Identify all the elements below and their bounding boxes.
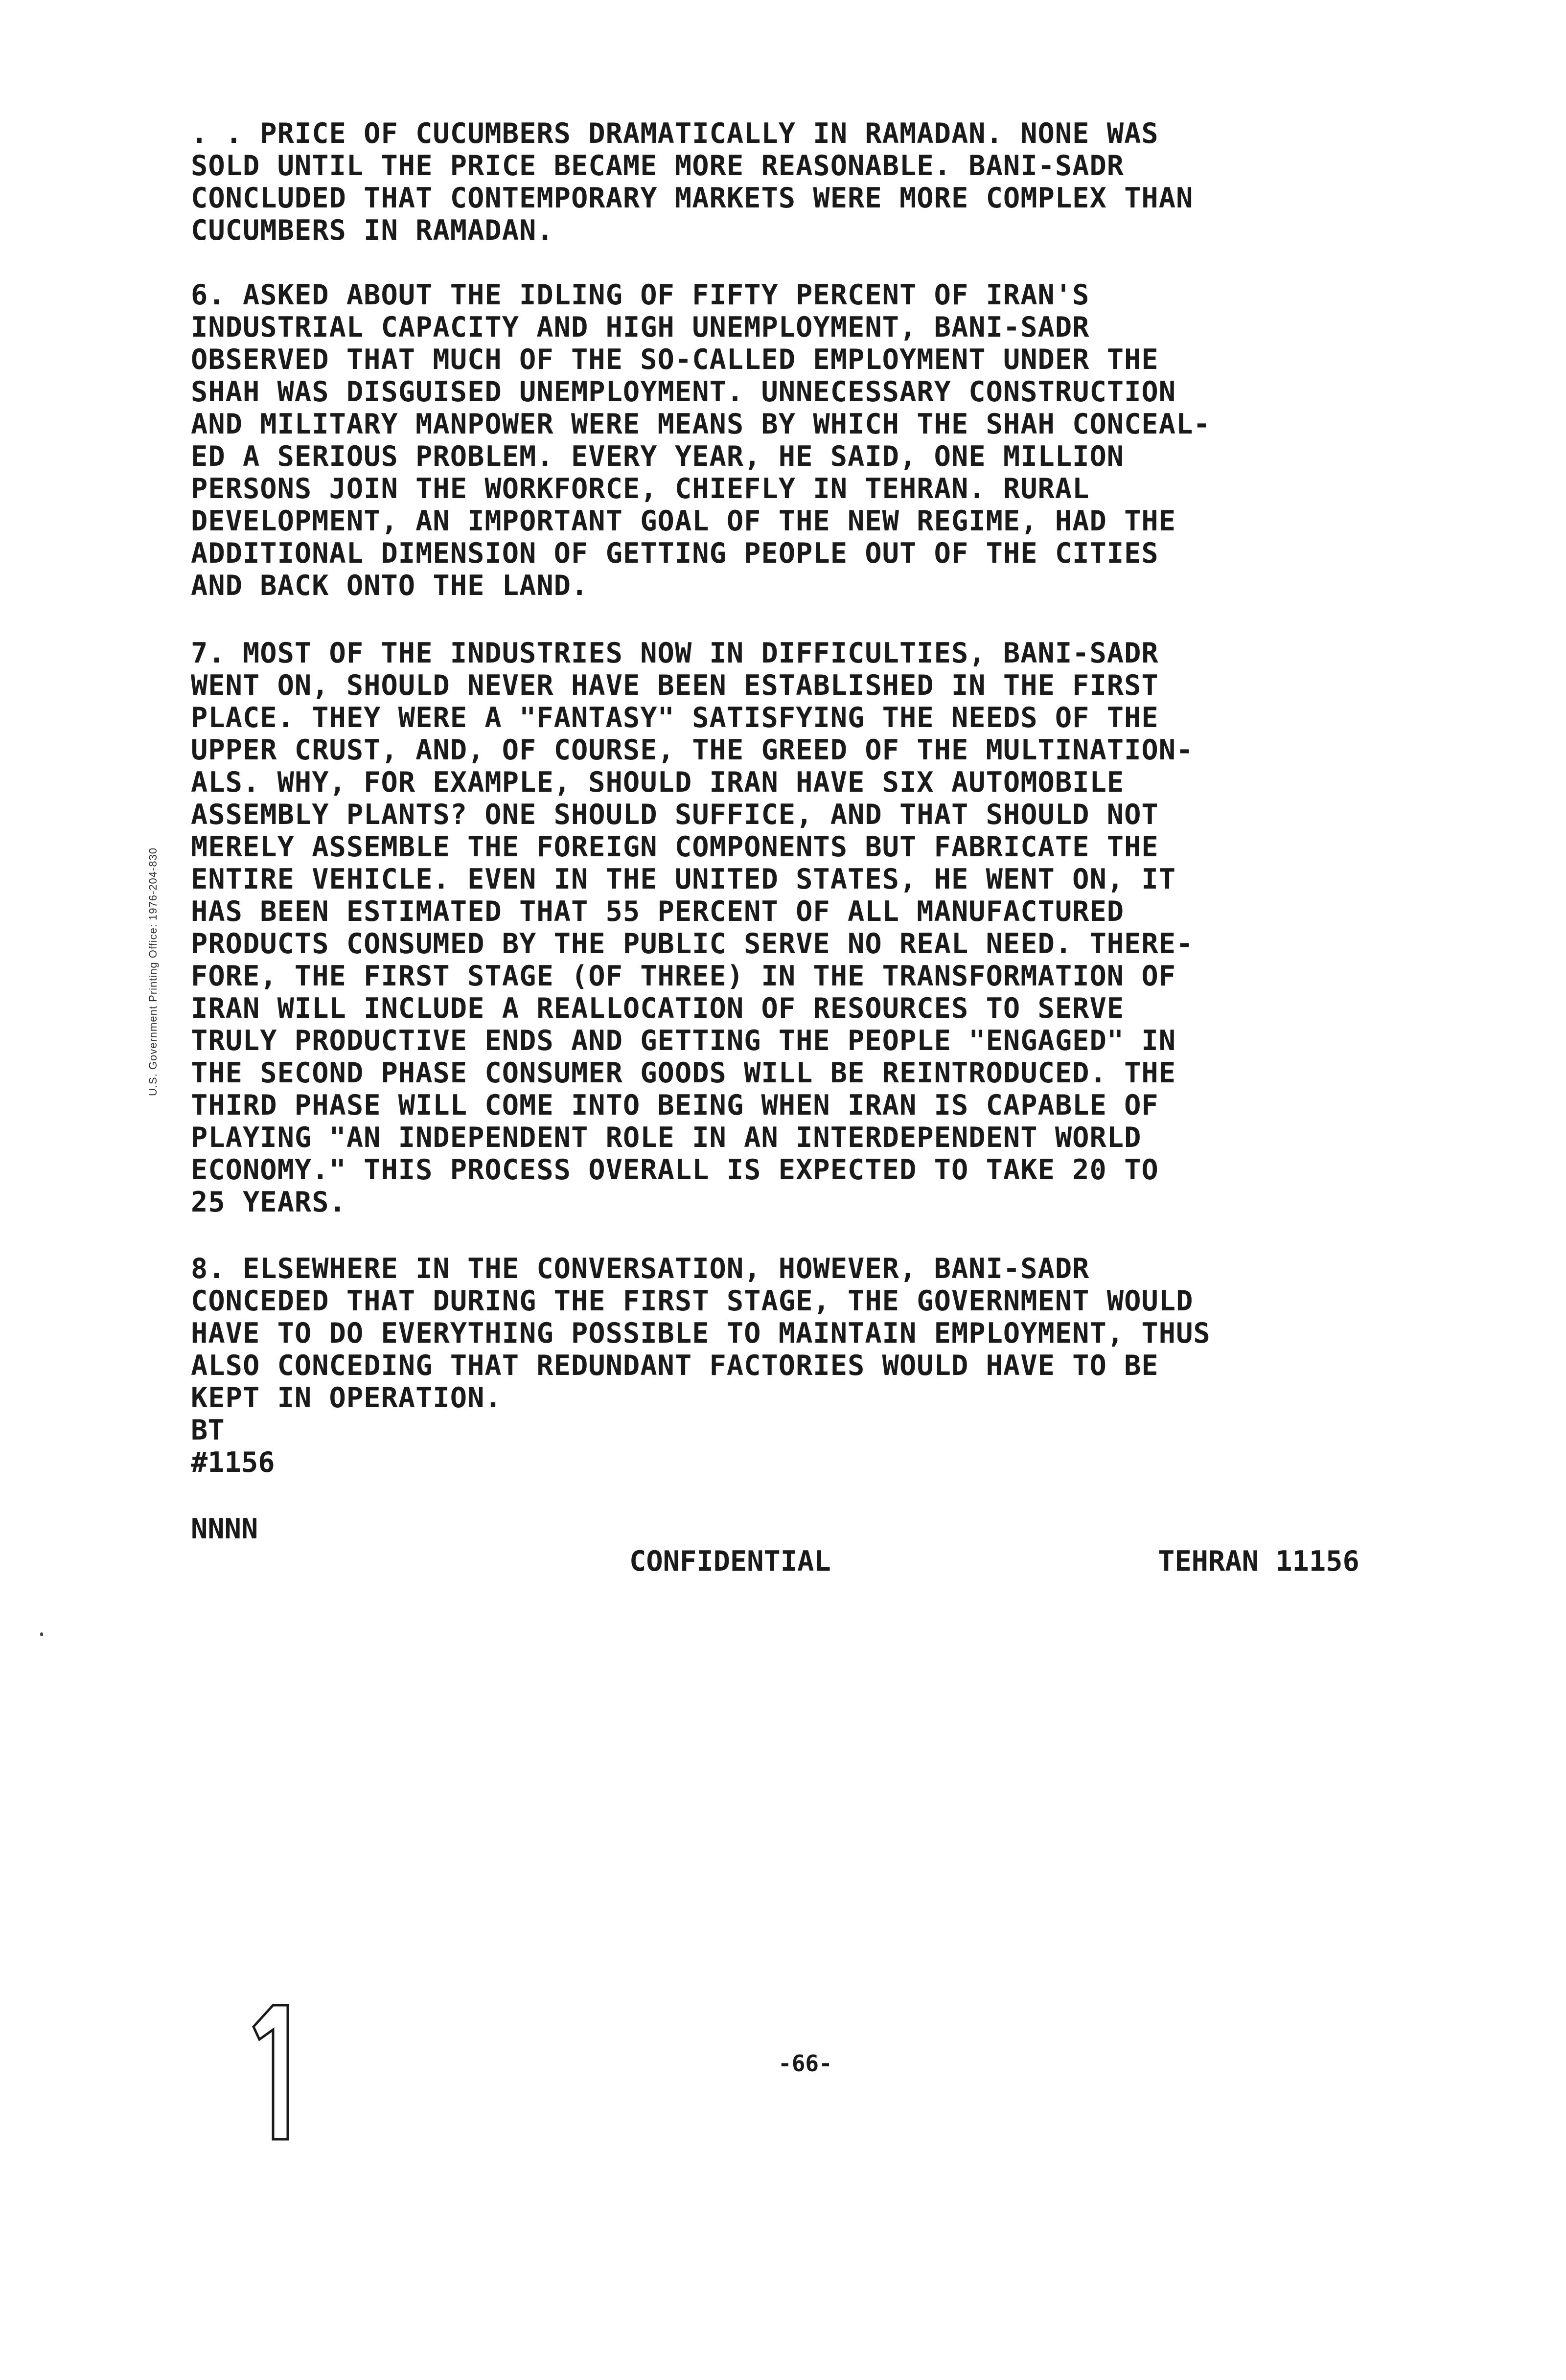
text-line: MERELY ASSEMBLE THE FOREIGN COMPONENTS BUT FABRICATE THE (191, 831, 1159, 863)
text-line: PLAYING "AN INDEPENDENT ROLE IN AN INTERDEPENDENT WORLD (191, 1121, 1142, 1154)
text-line: UPPER CRUST, AND, OF COURSE, THE GREED OF THE MULTINATION- (191, 734, 1194, 766)
text-line: HAVE TO DO EVERYTHING POSSIBLE TO MAINTAIN EMPLOYMENT, THUS (191, 1317, 1211, 1350)
classification-label: CONFIDENTIAL (629, 1545, 831, 1578)
text-line: 7. MOST OF THE INDUSTRIES NOW IN DIFFICULTIES, BANI-SADR (191, 637, 1159, 669)
paragraph-8 (191, 1253, 1356, 1414)
imprint-text: U.S. Government Printing Office: 1976-204-830 (147, 847, 159, 1096)
end-marker: BT (191, 1414, 225, 1446)
text-line: ALSO CONCEDING THAT REDUNDANT FACTORIES WOULD HAVE TO BE (191, 1350, 1159, 1382)
text-line: . . PRICE OF CUCUMBERS DRAMATICALLY IN RAMADAN. NONE WAS (191, 117, 1159, 150)
text-line: ED A SERIOUS PROBLEM. EVERY YEAR, HE SAID, ONE MILLION (191, 440, 1125, 473)
text-line: 25 YEARS. (191, 1186, 346, 1218)
text-line: 8. ELSEWHERE IN THE CONVERSATION, HOWEVER, BANI-SADR (191, 1253, 1090, 1285)
text-line: KEPT IN OPERATION. (191, 1382, 502, 1414)
text-line: SHAH WAS DISGUISED UNEMPLOYMENT. UNNECESSARY CONSTRUCTION (191, 376, 1176, 408)
text-line: TRULY PRODUCTIVE ENDS AND GETTING THE PEOPLE "ENGAGED" IN (191, 1025, 1176, 1057)
message-number: #1156 (191, 1446, 275, 1479)
text-line: PERSONS JOIN THE WORKFORCE, CHIEFLY IN TEHRAN. RURAL (191, 473, 1090, 505)
text-line: IRAN WILL INCLUDE A REALLOCATION OF RESOURCES TO SERVE (191, 992, 1125, 1025)
message-reference: TEHRAN 11156 (1158, 1545, 1359, 1578)
text-line: PRODUCTS CONSUMED BY THE PUBLIC SERVE NO REAL NEED. THERE- (191, 928, 1194, 960)
text-line: ALS. WHY, FOR EXAMPLE, SHOULD IRAN HAVE SIX AUTOMOBILE (191, 766, 1125, 799)
text-line: SOLD UNTIL THE PRICE BECAME MORE REASONABLE. BANI-SADR (191, 150, 1125, 182)
paragraph-6 (191, 279, 1356, 602)
text-line: ADDITIONAL DIMENSION OF GETTING PEOPLE OUT OF THE CITIES (191, 537, 1159, 570)
text-line: PLACE. THEY WERE A "FANTASY" SATISFYING THE NEEDS OF THE (191, 702, 1159, 734)
text-line: WENT ON, SHOULD NEVER HAVE BEEN ESTABLISHED IN THE FIRST (191, 669, 1159, 702)
text-line: ECONOMY." THIS PROCESS OVERALL IS EXPECTED TO TAKE 20 TO (191, 1154, 1159, 1186)
page-count-numeral-icon (245, 2001, 299, 2143)
text-line: AND MILITARY MANPOWER WERE MEANS BY WHICH THE SHAH CONCEAL- (191, 408, 1211, 440)
page-number: -66- (778, 2050, 832, 2077)
text-line: CUCUMBERS IN RAMADAN. (191, 214, 554, 247)
nnnn-marker: NNNN (191, 1513, 258, 1545)
text-line: HAS BEEN ESTIMATED THAT 55 PERCENT OF ALL MANUFACTURED (191, 895, 1125, 928)
text-line: ASSEMBLY PLANTS? ONE SHOULD SUFFICE, AND THAT SHOULD NOT (191, 799, 1159, 831)
text-line: THIRD PHASE WILL COME INTO BEING WHEN IRAN IS CAPABLE OF (191, 1089, 1159, 1121)
text-line: CONCLUDED THAT CONTEMPORARY MARKETS WERE MORE COMPLEX THAN (191, 182, 1194, 214)
opening-paragraph (191, 117, 1356, 247)
text-line: FORE, THE FIRST STAGE (OF THREE) IN THE TRANSFORMATION OF (191, 960, 1176, 992)
text-line: OBSERVED THAT MUCH OF THE SO-CALLED EMPLOYMENT UNDER THE (191, 343, 1159, 376)
text-line: DEVELOPMENT, AN IMPORTANT GOAL OF THE NEW REGIME, HAD THE (191, 505, 1176, 537)
text-line: INDUSTRIAL CAPACITY AND HIGH UNEMPLOYMENT, BANI-SADR (191, 311, 1090, 343)
scan-speck (40, 1632, 43, 1636)
text-line: THE SECOND PHASE CONSUMER GOODS WILL BE REINTRODUCED. THE (191, 1057, 1176, 1089)
text-line: AND BACK ONTO THE LAND. (191, 570, 589, 602)
text-line: 6. ASKED ABOUT THE IDLING OF FIFTY PERCENT OF IRAN'S (191, 279, 1090, 311)
text-line: ENTIRE VEHICLE. EVEN IN THE UNITED STATES, HE WENT ON, IT (191, 863, 1176, 895)
text-line: CONCEDED THAT DURING THE FIRST STAGE, THE GOVERNMENT WOULD (191, 1285, 1194, 1317)
paragraph-7 (191, 637, 1356, 1218)
